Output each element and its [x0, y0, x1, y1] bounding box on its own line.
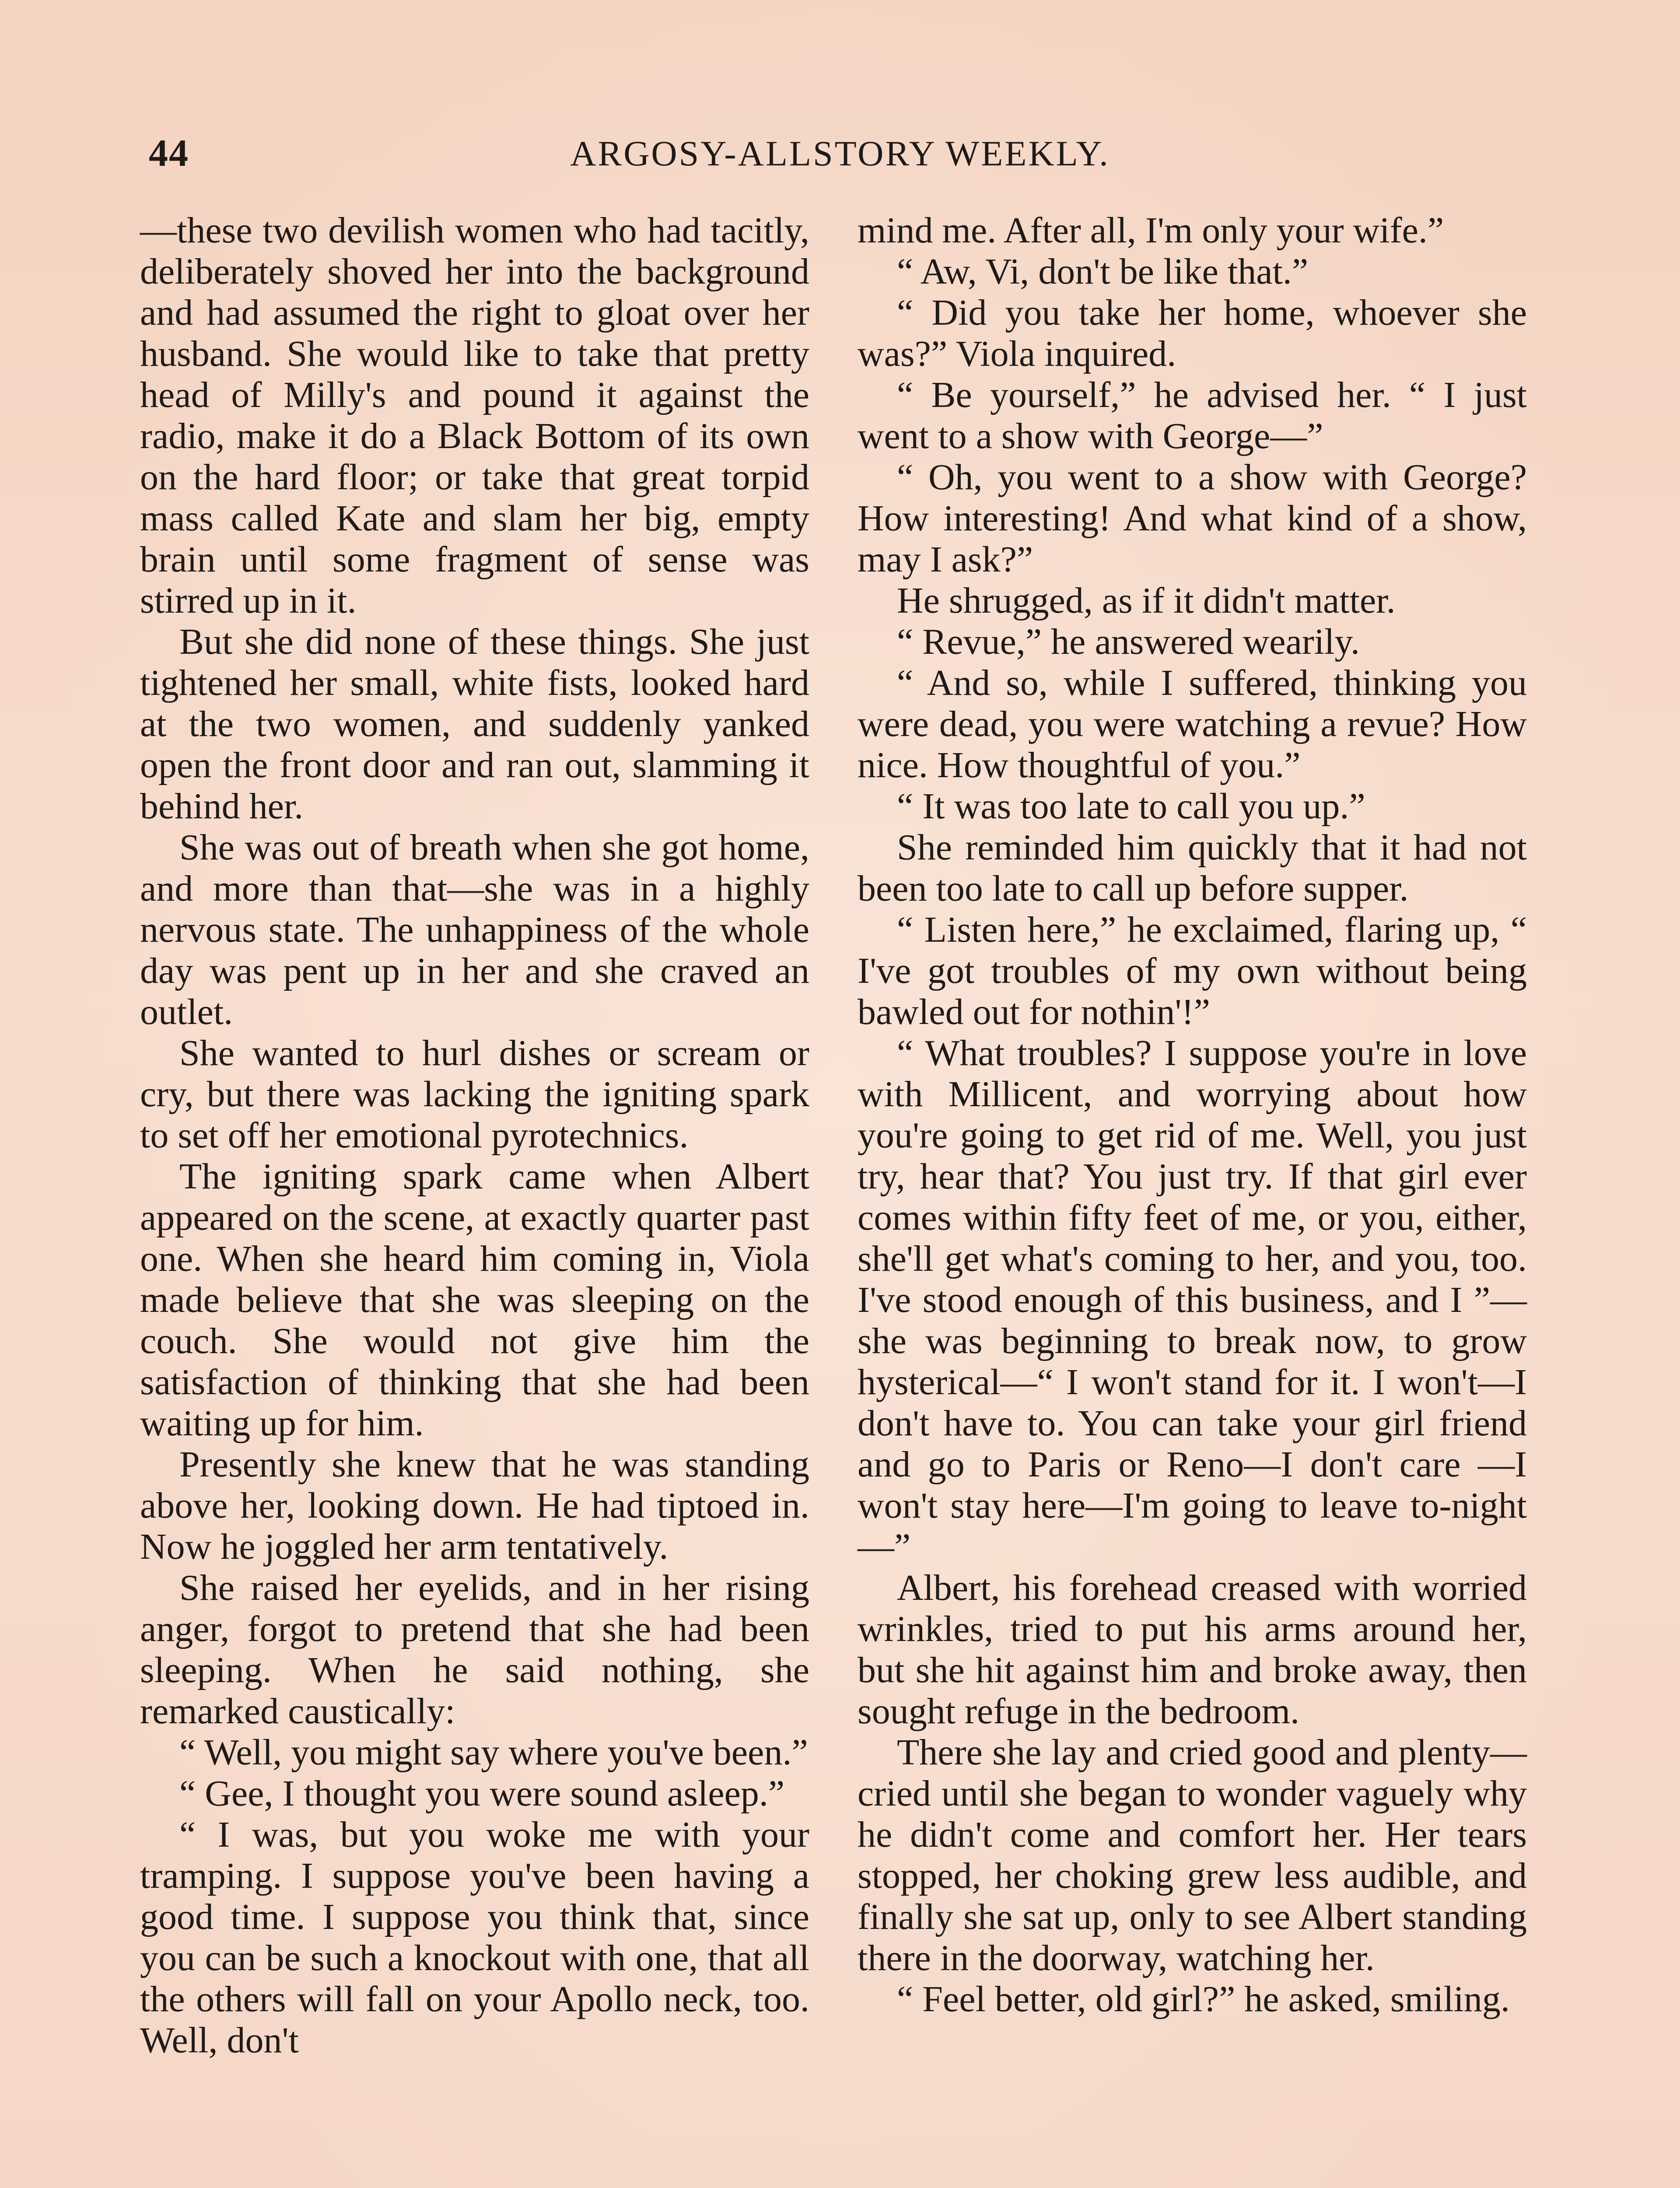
paragraph: “ I was, but you woke me with your tramping. I suppose you've been having a good time. I suppose you think that, since you can be such a knockout with one, that all the others will fall on your Apollo neck, too. Well, don't: [140, 1814, 809, 2061]
paragraph: mind me. After all, I'm only your wife.”: [858, 210, 1444, 251]
paragraph: The igniting spark came when Albert appeared on the scene, at exactly quarter past one. When she heard him coming in, Viola made believe that she was sleeping on the couch. She would not give him the satisfaction of thinking that she had been waiting up for him.: [140, 1156, 809, 1444]
running-title: ARGOSY-ALLSTORY WEEKLY.: [570, 133, 1110, 173]
paragraph: She was out of breath when she got home, and more than that—she was in a highly nervous state. The unhappiness of the whole day was pent up in her and she craved an outlet.: [140, 827, 809, 1032]
paragraph: But she did none of these things. She just tightened her small, white fists, looked hard at the two women, and suddenly yanked open the front door and ran out, slamming it behind her.: [140, 621, 809, 827]
paragraph: “ And so, while I suffered, thinking you were dead, you were watching a revue? How nice. How thoughtful of you.”: [858, 663, 1527, 785]
paragraph: “ Aw, Vi, don't be like that.”: [897, 251, 1309, 292]
paragraph: “ Feel better, old girl?” he asked, smiling.: [897, 1979, 1510, 2020]
paragraph: Presently she knew that he was standing above her, looking down. He had tiptoed in. Now he joggled her arm tentatively.: [140, 1444, 809, 1567]
paragraph: —these two devilish women who had tacitly, deliberately shoved her into the background and had assumed the right to gloat over her husband. She would like to take that pretty head of Milly's and pound it against the radio, make it do a Black Bottom of its own on the hard floor; or take that great torpid mass called Kate and slam her big, empty brain until some fragment of sense was stirred up in it.: [140, 210, 809, 621]
text-column-right: [858, 210, 1527, 2020]
text-column-left: [140, 210, 809, 2061]
paragraph: “ Revue,” he answered wearily.: [897, 621, 1360, 662]
page-header: [144, 131, 1536, 184]
paragraph: She reminded him quickly that it had not been too late to call up before supper.: [858, 827, 1527, 909]
paragraph: “ Be yourself,” he advised her. “ I just went to a show with George—”: [858, 375, 1527, 456]
paragraph: “ Oh, you went to a show with George? How interesting! And what kind of a show, may I ask?”: [858, 457, 1527, 580]
paragraph: “ Gee, I thought you were sound asleep.”: [179, 1773, 785, 1814]
paragraph: She wanted to hurl dishes or scream or cry, but there was lacking the igniting spark to set off her emotional pyrotechnics.: [140, 1033, 809, 1156]
paragraph: “ Well, you might say where you've been.”: [179, 1732, 808, 1773]
paragraph: “ What troubles? I suppose you're in love with Millicent, and worrying about how you're going to get rid of me. Well, you just try, hear that? You just try. If that girl ever comes within fifty feet of me, or you, either, she'll get what's coming to her, and you, too. I've stood enough of this business, and I ”—she was beginning to break now, to grow hysterical—“ I won't stand for it. I won't—I don't have to. You can take your girl friend and go to Paris or Reno—I don't care —I won't stay here—I'm going to leave to-night—”: [858, 1033, 1527, 1567]
page-number: 44: [149, 132, 189, 175]
paragraph: Albert, his forehead creased with worried wrinkles, tried to put his arms around her, but she hit against him and broke away, then sought refuge in the bedroom.: [858, 1567, 1527, 1732]
paragraph: “ Did you take her home, whoever she was?” Viola inquired.: [858, 292, 1527, 374]
paragraph: “ Listen here,” he exclaimed, flaring up, “ I've got troubles of my own without being bawled out for nothin'!”: [858, 909, 1527, 1032]
paragraph: She raised her eyelids, and in her rising anger, forgot to pretend that she had been sleeping. When he said nothing, she remarked caustically:: [140, 1567, 809, 1732]
paragraph: He shrugged, as if it didn't matter.: [897, 580, 1396, 621]
paragraph: “ It was too late to call you up.”: [897, 786, 1365, 827]
paragraph: There she lay and cried good and plenty—cried until she began to wonder vaguely why he didn't come and comfort her. Her tears stopped, her choking grew less audible, and finally she sat up, only to see Albert standing there in the doorway, watching her.: [858, 1732, 1527, 1978]
